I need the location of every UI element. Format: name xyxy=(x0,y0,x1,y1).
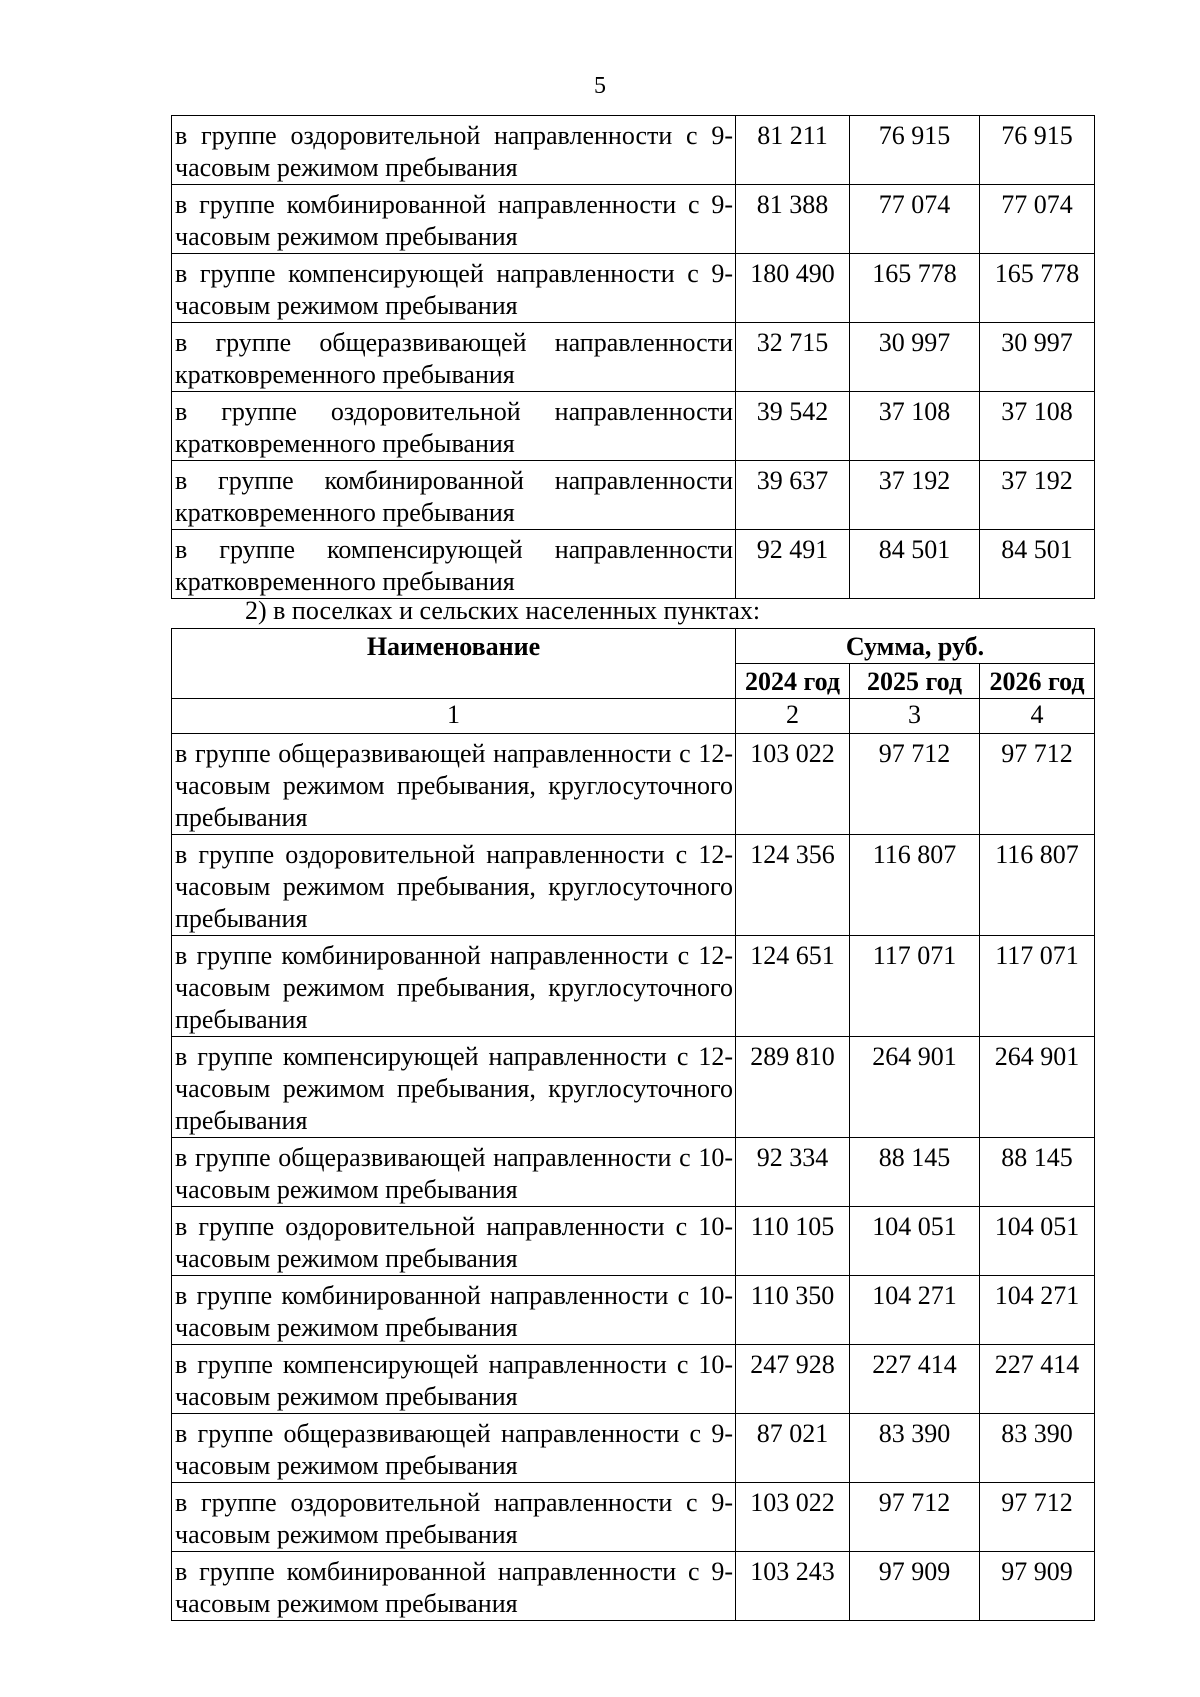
group-name-cell: в группе общеразвивающей направленности кратковременного пребывания xyxy=(172,323,736,392)
value-2026-cell: 37 192 xyxy=(980,461,1095,530)
value-2024-cell: 39 542 xyxy=(736,392,850,461)
table-row xyxy=(172,1483,1095,1552)
group-name-cell: в группе оздоровительной направленности с 9-часовым режимом пребывания xyxy=(172,116,736,185)
value-2026-cell: 165 778 xyxy=(980,254,1095,323)
group-name-cell: в группе оздоровительной направленности с 9-часовым режимом пребывания xyxy=(172,1483,736,1552)
value-2025-cell: 227 414 xyxy=(850,1345,980,1414)
table-row xyxy=(172,734,1095,835)
value-2025-cell: 76 915 xyxy=(850,116,980,185)
value-2024-cell: 103 022 xyxy=(736,734,850,835)
value-2024-cell: 103 022 xyxy=(736,1483,850,1552)
group-name-cell: в группе комбинированной направленности с 9-часовым режимом пребывания xyxy=(172,185,736,254)
value-2026-cell: 264 901 xyxy=(980,1037,1095,1138)
value-2026-cell: 116 807 xyxy=(980,835,1095,936)
group-name-cell: в группе общеразвивающей направленности с 12-часовым режимом пребывания, круглосуточного пребывания xyxy=(172,734,736,835)
value-2025-cell: 30 997 xyxy=(850,323,980,392)
value-2026-cell: 84 501 xyxy=(980,530,1095,599)
value-2026-cell: 97 712 xyxy=(980,734,1095,835)
page-number: 5 xyxy=(594,73,606,99)
table-row xyxy=(172,1414,1095,1483)
column-index: 1 xyxy=(172,699,736,734)
table-row xyxy=(172,1345,1095,1414)
group-name-cell: в группе комбинированной направленности с 12-часовым режимом пребывания, круглосуточного пребывания xyxy=(172,936,736,1037)
table-row xyxy=(172,392,1095,461)
group-name-cell: в группе оздоровительной направленности с 12-часовым режимом пребывания, круглосуточного пребывания xyxy=(172,835,736,936)
column-header-2024: 2024 год xyxy=(736,664,850,699)
table-row xyxy=(172,1207,1095,1276)
table-row xyxy=(172,323,1095,392)
table-row xyxy=(172,1552,1095,1621)
value-2024-cell: 39 637 xyxy=(736,461,850,530)
value-2025-cell: 37 192 xyxy=(850,461,980,530)
value-2024-cell: 87 021 xyxy=(736,1414,850,1483)
value-2025-cell: 83 390 xyxy=(850,1414,980,1483)
value-2025-cell: 117 071 xyxy=(850,936,980,1037)
value-2025-cell: 84 501 xyxy=(850,530,980,599)
value-2026-cell: 30 997 xyxy=(980,323,1095,392)
column-header-2025: 2025 год xyxy=(850,664,980,699)
value-2025-cell: 88 145 xyxy=(850,1138,980,1207)
value-2024-cell: 81 388 xyxy=(736,185,850,254)
value-2025-cell: 116 807 xyxy=(850,835,980,936)
group-name-cell: в группе оздоровительной направленности с 10-часовым режимом пребывания xyxy=(172,1207,736,1276)
value-2026-cell: 88 145 xyxy=(980,1138,1095,1207)
value-2025-cell: 97 712 xyxy=(850,1483,980,1552)
value-2024-cell: 92 334 xyxy=(736,1138,850,1207)
value-2024-cell: 103 243 xyxy=(736,1552,850,1621)
value-2026-cell: 227 414 xyxy=(980,1345,1095,1414)
value-2025-cell: 77 074 xyxy=(850,185,980,254)
value-2024-cell: 124 651 xyxy=(736,936,850,1037)
value-2026-cell: 117 071 xyxy=(980,936,1095,1037)
group-name-cell: в группе компенсирующей направленности с 12-часовым режимом пребывания, круглосуточного пребывания xyxy=(172,1037,736,1138)
table-row xyxy=(172,835,1095,936)
value-2025-cell: 97 712 xyxy=(850,734,980,835)
group-name-cell: в группе компенсирующей направленности с 9-часовым режимом пребывания xyxy=(172,254,736,323)
table-row xyxy=(172,1276,1095,1345)
column-index: 4 xyxy=(980,699,1095,734)
table-row xyxy=(172,185,1095,254)
column-header-2026: 2026 год xyxy=(980,664,1095,699)
value-2024-cell: 110 350 xyxy=(736,1276,850,1345)
table-row xyxy=(172,1138,1095,1207)
value-2026-cell: 97 909 xyxy=(980,1552,1095,1621)
group-name-cell: в группе общеразвивающей направленности с 9-часовым режимом пребывания xyxy=(172,1414,736,1483)
table-row xyxy=(172,116,1095,185)
value-2026-cell: 76 915 xyxy=(980,116,1095,185)
tariff-table-cities-continued xyxy=(171,115,1095,599)
group-name-cell: в группе комбинированной направленности с 9-часовым режимом пребывания xyxy=(172,1552,736,1621)
value-2026-cell: 97 712 xyxy=(980,1483,1095,1552)
group-name-cell: в группе комбинированной направленности кратковременного пребывания xyxy=(172,461,736,530)
value-2025-cell: 104 051 xyxy=(850,1207,980,1276)
column-index: 2 xyxy=(736,699,850,734)
table-row xyxy=(172,461,1095,530)
group-name-cell: в группе комбинированной направленности с 10-часовым режимом пребывания xyxy=(172,1276,736,1345)
value-2024-cell: 124 356 xyxy=(736,835,850,936)
table-row xyxy=(172,530,1095,599)
value-2026-cell: 83 390 xyxy=(980,1414,1095,1483)
value-2024-cell: 110 105 xyxy=(736,1207,850,1276)
column-index: 3 xyxy=(850,699,980,734)
section-intro: 2) в поселках и сельских населенных пунктах: xyxy=(245,596,761,625)
value-2025-cell: 264 901 xyxy=(850,1037,980,1138)
table-row xyxy=(172,1037,1095,1138)
column-header-sum: Сумма, руб. xyxy=(736,629,1095,664)
value-2026-cell: 104 051 xyxy=(980,1207,1095,1276)
value-2025-cell: 165 778 xyxy=(850,254,980,323)
value-2025-cell: 97 909 xyxy=(850,1552,980,1621)
value-2026-cell: 37 108 xyxy=(980,392,1095,461)
value-2024-cell: 81 211 xyxy=(736,116,850,185)
column-header-name: Наименование xyxy=(172,629,736,699)
value-2026-cell: 104 271 xyxy=(980,1276,1095,1345)
value-2024-cell: 92 491 xyxy=(736,530,850,599)
table-row xyxy=(172,936,1095,1037)
value-2026-cell: 77 074 xyxy=(980,185,1095,254)
group-name-cell: в группе оздоровительной направленности кратковременного пребывания xyxy=(172,392,736,461)
group-name-cell: в группе компенсирующей направленности с 10-часовым режимом пребывания xyxy=(172,1345,736,1414)
value-2025-cell: 104 271 xyxy=(850,1276,980,1345)
value-2024-cell: 289 810 xyxy=(736,1037,850,1138)
value-2025-cell: 37 108 xyxy=(850,392,980,461)
group-name-cell: в группе компенсирующей направленности кратковременного пребывания xyxy=(172,530,736,599)
value-2024-cell: 180 490 xyxy=(736,254,850,323)
table-row xyxy=(172,254,1095,323)
value-2024-cell: 32 715 xyxy=(736,323,850,392)
group-name-cell: в группе общеразвивающей направленности с 10-часовым режимом пребывания xyxy=(172,1138,736,1207)
value-2024-cell: 247 928 xyxy=(736,1345,850,1414)
tariff-table-villages xyxy=(171,628,1095,1621)
